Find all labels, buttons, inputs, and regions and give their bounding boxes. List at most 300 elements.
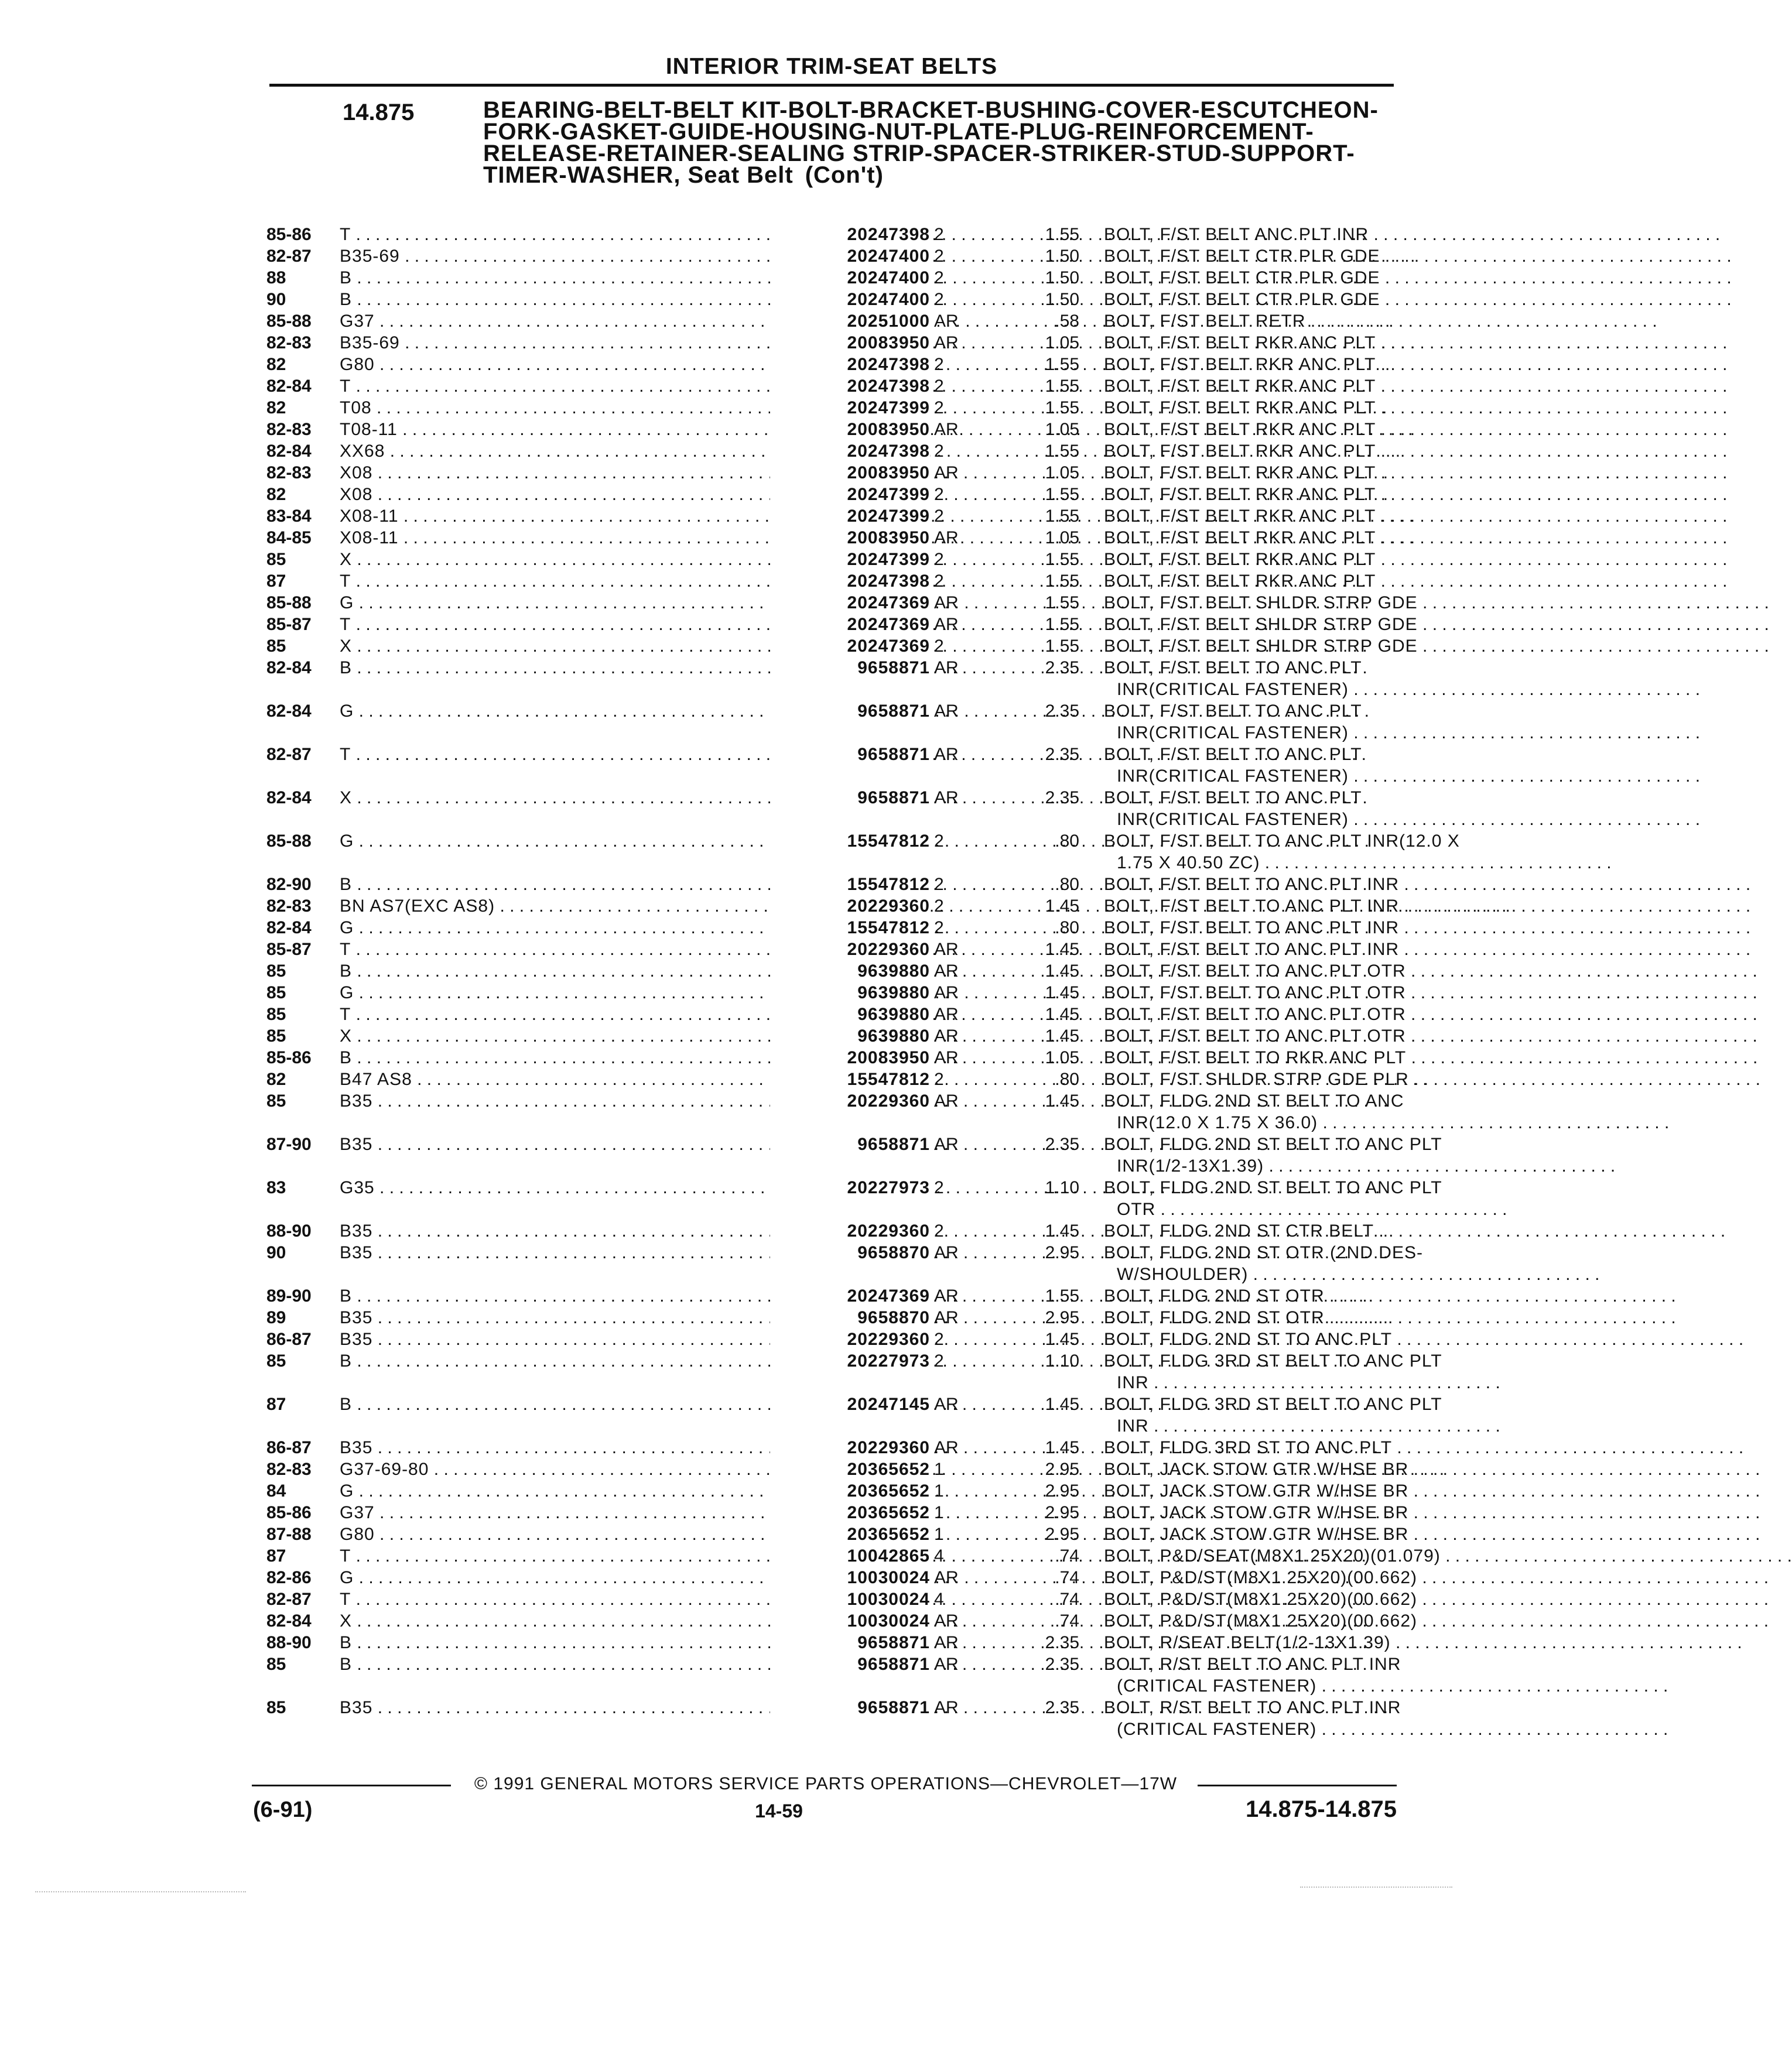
- row-part-number: 20229360: [770, 895, 930, 917]
- row-description-line1: BOLT, P&D/ST(M8X1.25X20)(00.662) . . .: [1104, 1567, 1397, 1588]
- row-quantity: AR: [934, 1308, 959, 1327]
- row-description: [1104, 657, 1397, 700]
- row-part-number: 20083950: [770, 462, 930, 484]
- row-description: [1104, 830, 1460, 874]
- table-row: [266, 1004, 1406, 1025]
- row-description-line2: 1.75 X 40.50 ZC) . . .: [1104, 852, 1397, 874]
- row-year: 85: [266, 550, 286, 569]
- row-description-line1: BOLT, F/ST BELT TO ANC PLT: [1104, 658, 1362, 677]
- row-description-line2: INR(CRITICAL FASTENER) . . .: [1104, 722, 1397, 744]
- row-year: 82-84: [266, 376, 312, 396]
- row-year: 83-84: [266, 506, 312, 526]
- row-description-line1: BOLT, FLDG 2ND ST OTR . . .: [1104, 1285, 1397, 1307]
- table-row: [266, 570, 1397, 592]
- row-year: 85-86: [266, 1503, 312, 1522]
- row-part-number: 20083950: [770, 527, 930, 549]
- row-model: B35 . . .: [340, 1242, 925, 1264]
- row-description-line1: BOLT, F/ST BELT TO ANC PLT: [1104, 745, 1362, 764]
- table-row: [266, 939, 1400, 960]
- row-price: 1.05: [1045, 463, 1079, 482]
- row-description: [1104, 1307, 1397, 1329]
- footer-page-number: 14-59: [755, 1800, 803, 1822]
- row-quantity: 2: [934, 268, 944, 287]
- row-year: 82-84: [266, 701, 312, 721]
- row-part-number: 20365652: [770, 1480, 930, 1502]
- row-description-line2: INR(CRITICAL FASTENER) . . .: [1104, 679, 1397, 700]
- row-quantity: AR: [934, 1395, 959, 1414]
- row-quantity: AR: [934, 311, 959, 331]
- row-description-line1: BOLT, F/ST BELT TO ANC PLT OTR . . .: [1104, 1004, 1397, 1025]
- row-quantity: 2: [934, 550, 944, 569]
- row-year: 87-90: [266, 1135, 312, 1154]
- row-model: B35 . . .: [340, 1220, 925, 1242]
- row-model: G37 . . .: [340, 1502, 925, 1524]
- row-description: [1104, 1480, 1409, 1502]
- row-description-line1: BOLT, F/ST BELT RKR ANC PLT . . .: [1104, 354, 1397, 375]
- header-rule: [269, 84, 1394, 87]
- row-description-line2: INR . . .: [1104, 1415, 1397, 1437]
- row-price: 2.95: [1045, 1481, 1079, 1501]
- row-model: G80 . . .: [340, 354, 925, 375]
- row-description-line1: BOLT, FLDG 3RD ST BELT TO ANC PLT: [1104, 1351, 1442, 1371]
- row-part-number: 15547812: [770, 1069, 930, 1090]
- row-model: B . . .: [340, 1350, 925, 1372]
- row-price: 2.35: [1045, 1135, 1079, 1154]
- row-part-number: 20247400: [770, 289, 930, 310]
- row-quantity: 2: [934, 485, 944, 504]
- row-quantity: AR: [934, 463, 959, 482]
- row-price: 2.35: [1045, 701, 1079, 721]
- row-description: [1104, 375, 1397, 397]
- row-model: B . . .: [340, 1285, 925, 1307]
- row-description: [1104, 505, 1397, 527]
- row-description-line1: BOLT, F/ST BELT TO ANC PLT INR . . .: [1104, 917, 1397, 939]
- row-quantity: 2: [934, 506, 944, 526]
- row-year: 87-88: [266, 1525, 312, 1544]
- row-quantity: 2: [934, 918, 944, 937]
- table-row: [266, 1329, 1397, 1350]
- row-part-number: 20247399: [770, 397, 930, 419]
- row-year: 88-90: [266, 1221, 312, 1241]
- table-row: [266, 1653, 1401, 1697]
- row-price: 1.55: [1045, 636, 1079, 656]
- row-quantity: AR: [934, 983, 959, 1002]
- row-description: [1104, 570, 1397, 592]
- row-description: [1104, 549, 1397, 570]
- row-price: .74: [1055, 1611, 1079, 1631]
- row-year: 82-83: [266, 896, 312, 916]
- row-quantity: 1: [934, 1481, 944, 1501]
- table-row: [266, 744, 1397, 787]
- row-part-number: 9658871: [770, 1632, 930, 1653]
- row-quantity: 2: [934, 636, 944, 656]
- row-description-line1: BOLT, F/ST BELT RKR ANC PLT . . .: [1104, 375, 1397, 397]
- row-description: [1104, 895, 1400, 917]
- row-price: 1.50: [1045, 290, 1079, 309]
- row-year: 85: [266, 1091, 286, 1111]
- row-model: G . . .: [340, 700, 925, 722]
- row-part-number: 9658871: [770, 657, 930, 679]
- row-price: 2.95: [1045, 1243, 1079, 1262]
- table-row: [266, 440, 1397, 462]
- row-part-number: 20247399: [770, 505, 930, 527]
- row-description: [1104, 1697, 1401, 1740]
- row-model: G80 . . .: [340, 1524, 925, 1545]
- row-part-number: 20365652: [770, 1502, 930, 1524]
- row-model: T . . .: [340, 939, 925, 960]
- row-model: X . . .: [340, 1025, 925, 1047]
- table-row: [266, 1632, 1397, 1653]
- row-year: 85: [266, 1655, 286, 1674]
- row-price: .80: [1055, 918, 1079, 937]
- row-description: [1104, 1134, 1442, 1177]
- row-description: [1104, 1653, 1401, 1697]
- row-description: [1104, 1047, 1407, 1069]
- row-description: [1104, 1567, 1417, 1588]
- row-model: G . . .: [340, 1480, 925, 1502]
- row-price: 1.55: [1045, 225, 1079, 244]
- row-price: 1.05: [1045, 528, 1079, 547]
- table-row: [266, 1437, 1397, 1459]
- row-quantity: AR: [934, 1243, 959, 1262]
- row-quantity: AR: [934, 940, 959, 959]
- row-part-number: 9658871: [770, 700, 930, 722]
- row-quantity: 2: [934, 1178, 944, 1197]
- row-year: 82: [266, 398, 286, 417]
- table-row: [266, 375, 1397, 397]
- table-row: [266, 1480, 1409, 1502]
- row-price: 1.45: [1045, 896, 1079, 916]
- section-title: [483, 97, 1397, 188]
- row-year: 84: [266, 1481, 286, 1501]
- row-part-number: 9658870: [770, 1307, 930, 1329]
- row-model: B35 . . .: [340, 1329, 925, 1350]
- row-quantity: 4: [934, 1546, 944, 1566]
- row-quantity: AR: [934, 658, 959, 677]
- row-part-number: 9639880: [770, 982, 930, 1004]
- row-quantity: 4: [934, 1590, 944, 1609]
- table-row: [266, 787, 1397, 830]
- row-price: 1.50: [1045, 247, 1079, 266]
- row-price: 1.50: [1045, 268, 1079, 287]
- row-part-number: 10030024: [770, 1610, 930, 1632]
- footer-rule-right: [1198, 1785, 1397, 1786]
- table-row: [266, 1567, 1417, 1588]
- table-row: [266, 874, 1400, 895]
- row-model: XX68 . . .: [340, 440, 925, 462]
- row-model: T . . .: [340, 375, 925, 397]
- footer-copyright: © 1991 GENERAL MOTORS SERVICE PARTS OPERATIONS—CHEVROLET—17W: [474, 1774, 1178, 1793]
- row-year: 90: [266, 1243, 286, 1262]
- row-description-line1: BOLT, P&D/ST(M8X1.25X20)(00.662) . . .: [1104, 1610, 1397, 1632]
- row-description-line1: BOLT, FLDG 2ND ST TO ANC PLT . . .: [1104, 1329, 1397, 1350]
- row-year: 90: [266, 290, 286, 309]
- row-quantity: AR: [934, 701, 959, 721]
- row-year: 82: [266, 355, 286, 374]
- row-price: 1.55: [1045, 1286, 1079, 1306]
- row-description: [1104, 960, 1406, 982]
- row-price: 1.45: [1045, 1091, 1079, 1111]
- row-description-line2: (CRITICAL FASTENER) . . .: [1104, 1718, 1397, 1740]
- table-row: [266, 1394, 1442, 1437]
- row-description: [1104, 1285, 1397, 1307]
- row-model: B . . .: [340, 1047, 925, 1069]
- row-description-line1: BOLT, F/ST BELT TO ANC PLT: [1104, 788, 1362, 807]
- table-row: [266, 1545, 1441, 1567]
- row-description: [1104, 939, 1400, 960]
- row-description-line1: BOLT, JACK STOW GTR W/HSE BR . . .: [1104, 1502, 1397, 1524]
- table-row: [266, 1350, 1442, 1394]
- row-price: 2.95: [1045, 1460, 1079, 1479]
- row-model: B . . .: [340, 960, 925, 982]
- table-row: [266, 635, 1418, 657]
- row-quantity: AR: [934, 420, 959, 439]
- row-part-number: 10042865: [770, 1545, 930, 1567]
- row-price: 1.45: [1045, 1221, 1079, 1241]
- row-year: 85-86: [266, 1048, 312, 1067]
- row-year: 82-87: [266, 247, 312, 266]
- row-year: 86-87: [266, 1330, 312, 1349]
- row-description: [1104, 289, 1397, 310]
- table-row: [266, 397, 1397, 419]
- row-price: .80: [1055, 1070, 1079, 1089]
- row-price: 2.35: [1045, 1655, 1079, 1674]
- table-row: [266, 419, 1397, 440]
- row-year: 82-87: [266, 1590, 312, 1609]
- row-model: T . . .: [340, 1545, 925, 1567]
- row-year: 82: [266, 1070, 286, 1089]
- row-model: X . . .: [340, 635, 925, 657]
- row-model: G . . .: [340, 917, 925, 939]
- row-description-line1: BOLT, P&D/ST(M8X1.25X20)(00.662) . . .: [1104, 1588, 1397, 1610]
- table-row: [266, 657, 1397, 700]
- row-model: B . . .: [340, 1653, 925, 1675]
- row-year: 82-84: [266, 918, 312, 937]
- row-model: G37 . . .: [340, 310, 925, 332]
- row-year: 85: [266, 983, 286, 1002]
- row-price: 1.10: [1045, 1178, 1079, 1197]
- row-description: [1104, 1329, 1397, 1350]
- row-description: [1104, 440, 1397, 462]
- row-quantity: AR: [934, 1633, 959, 1652]
- row-model: X08 . . .: [340, 484, 925, 505]
- table-row: [266, 527, 1397, 549]
- row-part-number: 20229360: [770, 1329, 930, 1350]
- row-description-line1: BOLT, R/ST BELT TO ANC PLT INR: [1104, 1698, 1401, 1717]
- row-description: [1104, 1350, 1442, 1394]
- row-year: 82-86: [266, 1568, 312, 1587]
- row-part-number: 10030024: [770, 1588, 930, 1610]
- row-model: BN AS7(EXC AS8) . . .: [340, 895, 925, 917]
- row-part-number: 20083950: [770, 419, 930, 440]
- row-quantity: AR: [934, 788, 959, 807]
- table-row: [266, 267, 1397, 289]
- row-price: 1.45: [1045, 961, 1079, 981]
- table-row: [266, 700, 1397, 744]
- row-model: T . . .: [340, 614, 925, 635]
- row-description: [1104, 917, 1400, 939]
- row-description: [1104, 1588, 1417, 1610]
- row-model: X . . .: [340, 787, 925, 809]
- row-description: [1104, 1610, 1417, 1632]
- row-year: 82-83: [266, 1460, 312, 1479]
- row-description-line1: BOLT, F/ST BELT RKR ANC PLT . . .: [1104, 549, 1397, 570]
- row-part-number: 20247398: [770, 224, 930, 245]
- row-year: 82-84: [266, 1611, 312, 1631]
- row-year: 85: [266, 1698, 286, 1717]
- row-description-line2: INR(1/2-13X1.39) . . .: [1104, 1155, 1397, 1177]
- table-row: [266, 549, 1397, 570]
- continued-label: (Con't): [805, 162, 884, 188]
- table-row: [266, 310, 1397, 332]
- table-row: [266, 1069, 1409, 1090]
- row-year: 87: [266, 1546, 286, 1566]
- row-description: [1104, 484, 1397, 505]
- row-model: B . . .: [340, 289, 925, 310]
- row-price: 1.45: [1045, 1005, 1079, 1024]
- row-quantity: AR: [934, 1286, 959, 1306]
- row-quantity: AR: [934, 1026, 959, 1046]
- row-description-line1: BOLT, FLDG 2ND ST CTR BELT . . .: [1104, 1220, 1397, 1242]
- section-number: 14.875: [343, 100, 415, 125]
- row-model: X08-11 . . .: [340, 527, 925, 549]
- row-quantity: 2: [934, 1330, 944, 1349]
- row-price: 1.55: [1045, 398, 1079, 417]
- row-quantity: 2: [934, 376, 944, 396]
- row-description-line1: BOLT, F/ST BELT RKR ANC PLT . . .: [1104, 332, 1397, 354]
- table-row: [266, 895, 1400, 917]
- table-row: [266, 1220, 1397, 1242]
- row-description-line1: BOLT, FLDG 2ND ST BELT TO ANC: [1104, 1091, 1404, 1111]
- row-year: 85-87: [266, 940, 312, 959]
- row-part-number: 20229360: [770, 1090, 930, 1112]
- table-row: [266, 1134, 1442, 1177]
- table-row: [266, 462, 1397, 484]
- table-row: [266, 1610, 1417, 1632]
- row-model: G . . .: [340, 592, 925, 614]
- row-part-number: 15547812: [770, 917, 930, 939]
- row-part-number: 9639880: [770, 960, 930, 982]
- row-price: 1.55: [1045, 485, 1079, 504]
- row-quantity: 2: [934, 247, 944, 266]
- row-model: T08 . . .: [340, 397, 925, 419]
- row-year: 85: [266, 636, 286, 656]
- footer-rule-left: [252, 1785, 451, 1786]
- row-quantity: AR: [934, 1091, 959, 1111]
- row-quantity: AR: [934, 333, 959, 352]
- row-description: [1104, 1459, 1409, 1480]
- row-part-number: 20229360: [770, 1220, 930, 1242]
- row-price: 1.55: [1045, 593, 1079, 612]
- row-model: B35-69 . . .: [340, 245, 925, 267]
- row-description-line1: BOLT, F/ST SHLDR STRP GDE PLR . . .: [1104, 1069, 1397, 1090]
- row-description-line1: BOLT, F/ST BELT TO ANC PLT OTR . . .: [1104, 982, 1397, 1004]
- row-description: [1104, 332, 1397, 354]
- row-description: [1104, 982, 1406, 1004]
- row-model: B35 . . .: [340, 1134, 925, 1155]
- row-description-line1: BOLT, F/ST BELT RETR . . .: [1104, 310, 1397, 332]
- table-row: [266, 332, 1397, 354]
- row-description: [1104, 744, 1397, 787]
- row-description-line2: INR(CRITICAL FASTENER) . . .: [1104, 809, 1397, 830]
- table-row: [266, 1459, 1409, 1480]
- table-row: [266, 960, 1406, 982]
- row-description-line1: BOLT, F/ST BELT TO RKR ANC PLT . . .: [1104, 1047, 1397, 1069]
- row-description: [1104, 1242, 1423, 1285]
- row-part-number: 9658870: [770, 1242, 930, 1264]
- row-part-number: 20227973: [770, 1350, 930, 1372]
- row-quantity: 1: [934, 1525, 944, 1544]
- row-quantity: AR: [934, 615, 959, 634]
- row-part-number: 10030024: [770, 1567, 930, 1588]
- table-row: [266, 1242, 1423, 1285]
- row-description-line1: BOLT, F/ST BELT SHLDR STRP GDE . . .: [1104, 614, 1397, 635]
- table-row: [266, 354, 1397, 375]
- row-description: [1104, 1220, 1397, 1242]
- row-description-line1: BOLT, R/ST BELT TO ANC PLT INR: [1104, 1655, 1401, 1674]
- row-description-line1: BOLT, F/ST BELT RKR ANC PLT . . .: [1104, 440, 1397, 462]
- row-description-line1: BOLT, JACK STOW GTR W/HSE BR . . .: [1104, 1459, 1397, 1480]
- row-model: B35 . . .: [340, 1307, 925, 1329]
- row-quantity: 2: [934, 875, 944, 894]
- row-quantity: AR: [934, 1611, 959, 1631]
- row-model: X08 . . .: [340, 462, 925, 484]
- table-row: [266, 1047, 1407, 1069]
- row-price: .74: [1055, 1546, 1079, 1566]
- row-model: T08-11 . . .: [340, 419, 925, 440]
- row-description: [1104, 1004, 1406, 1025]
- table-row: [266, 484, 1397, 505]
- row-description-line1: BOLT, F/ST BELT RKR ANC PLT . . .: [1104, 419, 1397, 440]
- row-quantity: AR: [934, 1005, 959, 1024]
- row-year: 85-88: [266, 593, 312, 612]
- row-model: X . . .: [340, 1610, 925, 1632]
- row-year: 82-84: [266, 788, 312, 807]
- row-description: [1104, 1524, 1409, 1545]
- row-description-line2: INR . . .: [1104, 1372, 1397, 1394]
- row-part-number: 9639880: [770, 1025, 930, 1047]
- row-price: 2.35: [1045, 1633, 1079, 1652]
- row-model: B . . .: [340, 1632, 925, 1653]
- row-year: 84-85: [266, 528, 312, 547]
- row-price: 1.55: [1045, 441, 1079, 461]
- row-price: 2.35: [1045, 658, 1079, 677]
- row-part-number: 20247145: [770, 1394, 930, 1415]
- row-price: 1.45: [1045, 1330, 1079, 1349]
- row-description-line1: BOLT, F/ST BELT RKR ANC PLT . . .: [1104, 570, 1397, 592]
- row-description-line2: OTR . . .: [1104, 1199, 1397, 1220]
- row-year: 82-83: [266, 333, 312, 352]
- row-year: 88-90: [266, 1633, 312, 1652]
- row-description-line1: BOLT, FLDG 2ND ST OTR . . .: [1104, 1307, 1397, 1329]
- table-row: [266, 1502, 1409, 1524]
- row-quantity: 2: [934, 1070, 944, 1089]
- footer-date-code: (6-91): [253, 1798, 313, 1822]
- row-model: X . . .: [340, 549, 925, 570]
- row-model: G . . .: [340, 982, 925, 1004]
- row-description-line1: BOLT, FLDG 2ND ST BELT TO ANC PLT: [1104, 1135, 1442, 1154]
- row-quantity: AR: [934, 1048, 959, 1067]
- row-model: T . . .: [340, 744, 925, 765]
- row-year: 85: [266, 1026, 286, 1046]
- row-quantity: 2: [934, 225, 944, 244]
- row-model: B . . .: [340, 267, 925, 289]
- row-part-number: 20247398: [770, 570, 930, 592]
- row-price: 1.55: [1045, 571, 1079, 591]
- row-description-line1: BOLT, F/ST BELT RKR ANC PLT . . .: [1104, 397, 1397, 419]
- row-description: [1104, 635, 1418, 657]
- row-part-number: 20247369: [770, 614, 930, 635]
